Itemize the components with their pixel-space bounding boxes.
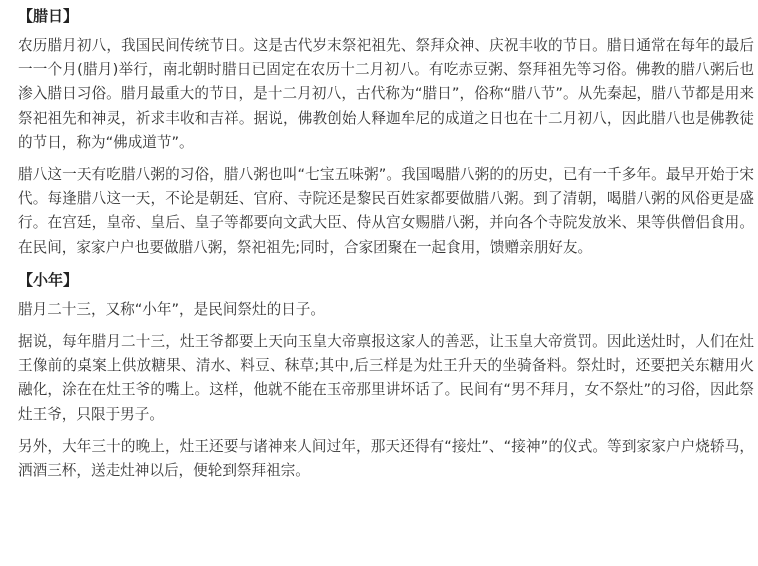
paragraph-xiaonian-3: 另外，大年三十的晚上，灶王还要与诸神来人间过年，那天还得有“接灶”、“接神”的仪式。等到家家户户烧轿马，洒酒三杯，送走灶神以后，便轮到祭拜祖宗。 [18,437,754,480]
paragraph-xiaonian-2: 据说，每年腊月二十三，灶王爷都要上天向玉皇大帝禀报这家人的善恶，让玉皇大帝赏罚。因此送灶时，人们在灶王像前的桌案上供放糖果、清水、料豆、秣草;其中,后三样是为灶王升天的坐骑备料。祭灶时，还要把关东糖用火融化，涂在在灶王爷的嘴上。这样，他就不能在玉帝那里讲坏话了。民间有“男不拜月，女不祭灶”的习俗，因此祭灶王爷，只限于男子。 [18,333,754,423]
paragraph-lari-1: 农历腊月初八，我国民间传统节日。这是古代岁末祭祀祖先、祭拜众神、庆祝丰收的节日。腊日通常在每年的最后一一个月(腊月)举行，南北朝时腊日已固定在农历十二月初八。有吃赤豆粥、祭拜祖先等习俗。佛教的腊八粥后也渗入腊日习俗。腊月最重大的节日，是十二月初八，古代称为“腊日”，俗称“腊八节”。从先秦起，腊八节都是用来祭祀祖先和神灵，祈求丰收和吉祥。据说，佛教创始人释迦牟尼的成道之日也在十二月初八，因此腊八也是佛教徒的节日，称为“佛成道节”。 [18,37,754,151]
article-body [18,0,754,491]
paragraph-xiaonian-1: 腊月二十三，又称“小年”，是民间祭灶的日子。 [18,300,325,318]
section-heading-lari: 【腊日】 [18,7,79,25]
section-heading-xiaonian: 【小年】 [18,270,79,289]
paragraph-lari-2: 腊八这一天有吃腊八粥的习俗，腊八粥也叫“七宝五味粥”。我国喝腊八粥的的历史，已有一千多年。最早开始于宋代。每逢腊八这一天，不论是朝廷、官府、寺院还是黎民百姓家都要做腊八粥。到了清朝，喝腊八粥的风俗更是盛行。在宫廷，皇帝、皇后、皇子等都要向文武大臣、侍从宫女赐腊八粥，并向各个寺院发放米、果等供僧侣食用。在民间，家家户户也要做腊八粥，祭祀祖先;同时，合家团聚在一起食用，馈赠亲朋好友。 [18,166,754,256]
